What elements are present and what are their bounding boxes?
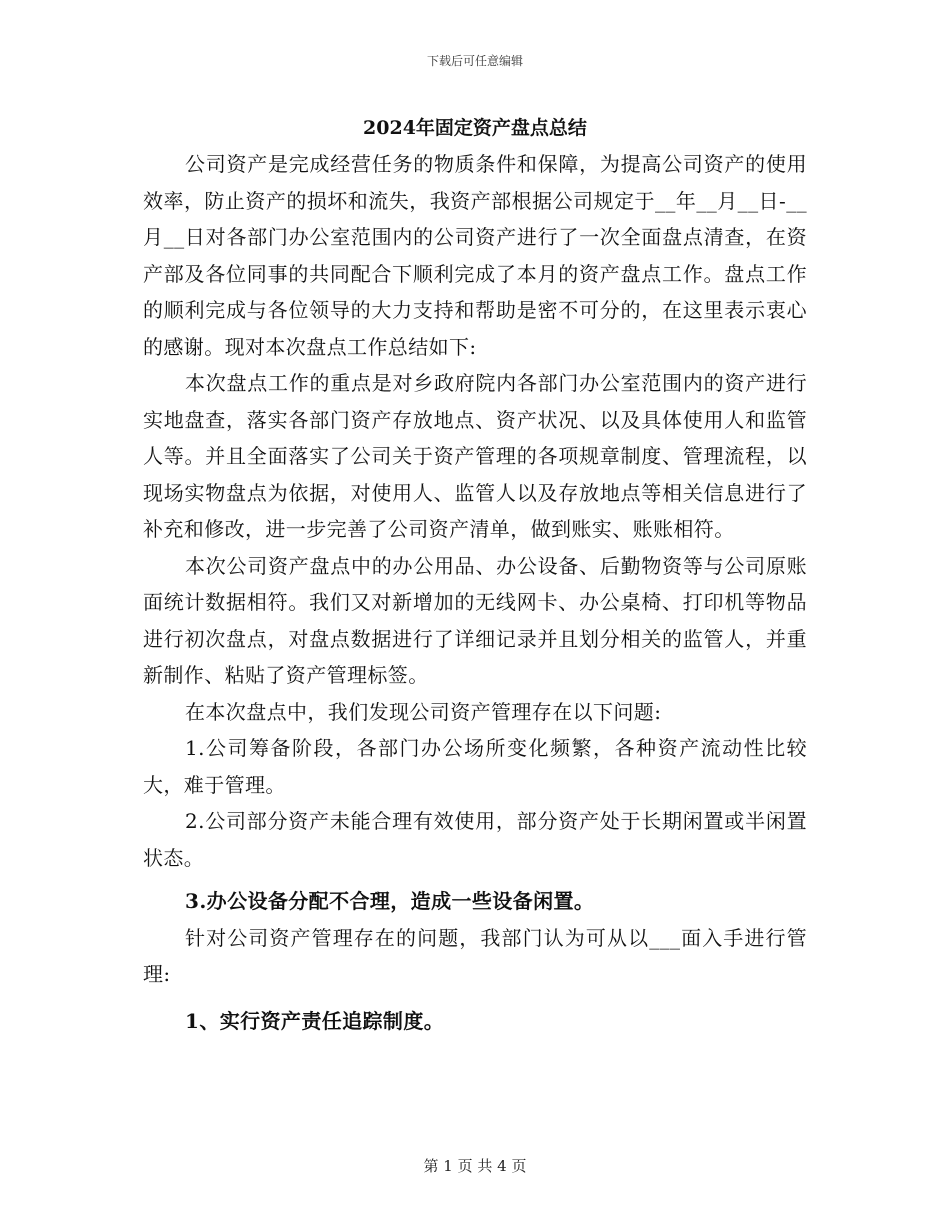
measure-heading-1: 1、实行资产责任追踪制度。 xyxy=(185,1008,445,1033)
paragraph-results: 本次公司资产盘点中的办公用品、办公设备、后勤物资等与公司原账面统计数据相符。我们又对新增加的无线网卡、办公桌椅、打印机等物品进行初次盘点，对盘点数据进行了详细记录并且划分相关的监管人，并重新制作、粘贴了资产管理标签。 xyxy=(143,553,807,687)
paragraph-measures-intro: 针对公司资产管理存在的问题，我部门认为可从以___面入手进行管理: xyxy=(143,925,807,986)
paragraph-issues-intro: 在本次盘点中，我们发现公司资产管理存在以下问题: xyxy=(185,699,662,724)
issue-item-2: 2.公司部分资产未能合理有效使用，部分资产处于长期闲置或半闲置状态。 xyxy=(143,809,807,870)
paragraph-intro: 公司资产是完成经营任务的物质条件和保障，为提高公司资产的使用效率，防止资产的损坏和流失，我资产部根据公司规定于__年__月__日-__月__日对各部门办公室范围内的公司资产进行了一次全面盘点清查，在资产部及各位同事的共同配合下顺利完成了本月的资产盘点工作。盘点工作的顺利完成与各位领导的大力支持和帮助是密不可分的，在这里表示衷心的感谢。现对本次盘点工作总结如下: xyxy=(143,152,807,359)
document-title: 2024年固定资产盘点总结 xyxy=(363,117,587,139)
issue-item-1: 1.公司筹备阶段，各部门办公场所变化频繁，各种资产流动性比较大，难于管理。 xyxy=(143,736,807,797)
page-header: 下载后可任意编辑 xyxy=(426,54,523,68)
paragraph-focus: 本次盘点工作的重点是对乡政府院内各部门办公室范围内的资产进行实地盘查，落实各部门资产存放地点、资产状况、以及具体使用人和监管人等。并且全面落实了公司关于资产管理的各项规章制度、管理流程，以现场实物盘点为依据，对使用人、监管人以及存放地点等相关信息进行了补充和修改，进一步完善了公司资产清单，做到账实、账账相符。 xyxy=(143,371,807,541)
issue-item-3: 3.办公设备分配不合理，造成一些设备闲置。 xyxy=(185,889,595,913)
document-body xyxy=(143,146,807,1039)
page-number: 第 1 页 共 4 页 xyxy=(423,1157,527,1175)
